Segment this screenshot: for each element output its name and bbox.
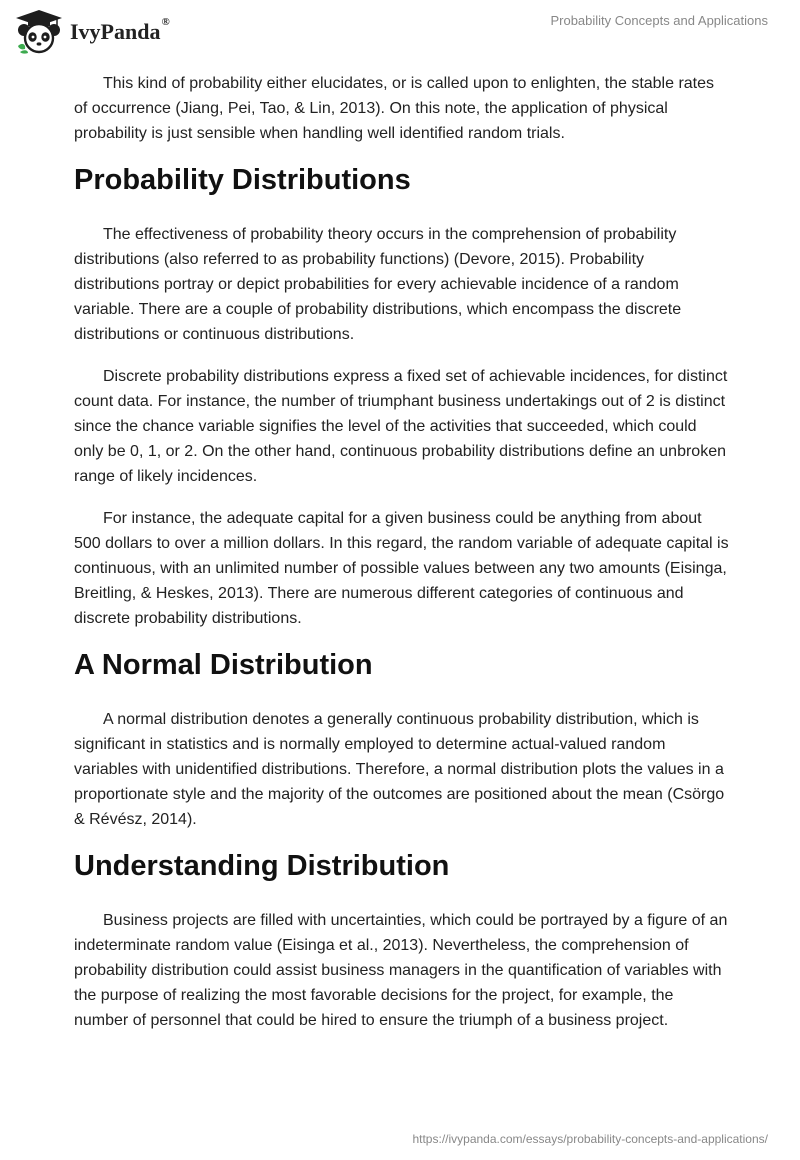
paragraph: Discrete probability distributions express a fixed set of achievable incidences, for distinct count data. For instance, the number of triumphant business undertakings out of 2 is distinct since the chance variable signifies the level of the activities that succeeded, which could only be 0, 1, or 2. On the other hand, continuous probability distributions define an unbroken range of likely incidences. — [74, 368, 728, 485]
section-heading-probability-distributions: Probability Distributions — [74, 164, 411, 196]
section-heading-understanding-distribution: Understanding Distribution — [74, 850, 450, 882]
paragraph: Business projects are filled with uncertainties, which could be portrayed by a figure of an indeterminate random value (Eisinga et al., 2013). Nevertheless, the comprehension of probability distribution could assist business managers in the quantification of variables with the purpose of realizing the most favorable decisions for the project, for example, the number of personnel that could be hired to ensure the triumph of a business project. — [74, 912, 728, 1029]
brand-name: IvyPanda® — [70, 16, 170, 44]
paragraph: For instance, the adequate capital for a given business could be anything from about 500 dollars to over a million dollars. In this regard, the random variable of adequate capital is continuous, with an unlimited number of possible values between any two amounts (Eisinga, Breitling, & Heskes, 2013). There are numerous different categories of continuous and discrete probability distributions. — [74, 510, 729, 627]
intro-paragraph: This kind of probability either elucidates, or is called upon to enlighten, the stable rates of occurrence (Jiang, Pei, Tao, & Lin, 2013). On this note, the application of physical probability is just sensible when handling well identified random trials. — [74, 75, 715, 142]
panda-graduate-icon — [14, 8, 64, 54]
paragraph: The effectiveness of probability theory occurs in the comprehension of probability distributions (also referred to as probability functions) (Devore, 2015). Probability distributions portray or depict probabilities for every achievable incidence of a random variable. There are a couple of probability distributions, which encompass the discrete distributions or continuous distributions. — [74, 226, 682, 343]
page-header — [0, 0, 800, 60]
section-heading-normal-distribution: A Normal Distribution — [74, 649, 373, 681]
ivypanda-logo-link[interactable] — [14, 8, 170, 54]
document-title: Probability Concepts and Applications — [550, 13, 768, 28]
article-body — [74, 71, 730, 1050]
registered-mark: ® — [161, 16, 170, 28]
paragraph: A normal distribution denotes a generally continuous probability distribution, which is significant in statistics and is normally employed to determine actual-valued random variables with unidentified distributions. Therefore, a normal distribution plots the values in a proportionate style and the majority of the outcomes are positioned about the mean (Csörgo & Révész, 2014). — [74, 711, 725, 828]
source-url-link[interactable]: https://ivypanda.com/essays/probability-concepts-and-applications/ — [412, 1132, 768, 1146]
